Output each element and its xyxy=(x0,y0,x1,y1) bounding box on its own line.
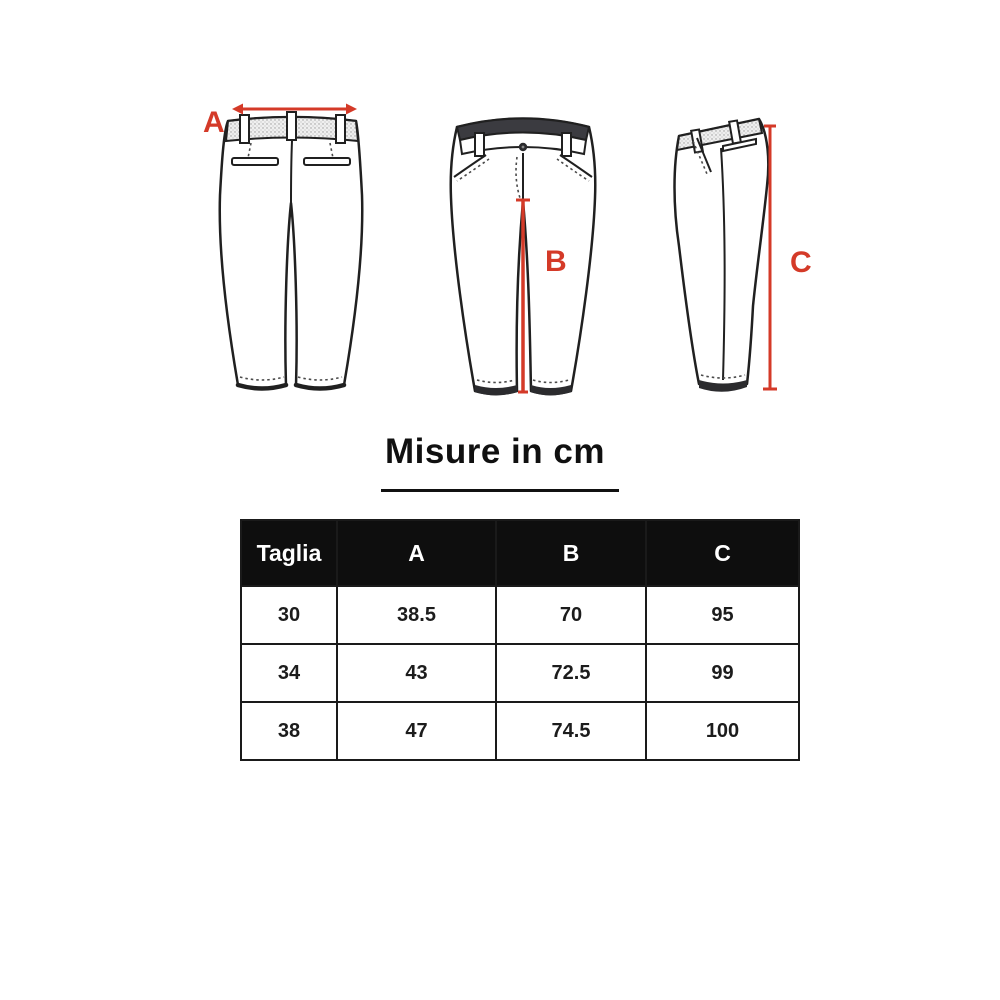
belt-loop xyxy=(562,133,571,156)
pants-front-view-diagram xyxy=(443,103,603,413)
pants-side-view-diagram xyxy=(663,106,828,401)
belt-loop xyxy=(475,133,484,156)
size-row-30 xyxy=(241,586,799,644)
size-value: 38 xyxy=(241,702,337,760)
measure-label-c: C xyxy=(790,246,812,279)
measure-b-value: 72.5 xyxy=(496,644,646,702)
measure-label-b: B xyxy=(545,245,567,278)
size-value: 30 xyxy=(241,586,337,644)
measure-a-value: 38.5 xyxy=(337,586,496,644)
header-a: A xyxy=(337,520,496,586)
page-title: Misure in cm xyxy=(385,432,605,471)
measure-c-value: 99 xyxy=(646,644,799,702)
belt-loop xyxy=(336,115,345,143)
size-table xyxy=(240,519,800,761)
size-row-38 xyxy=(241,702,799,760)
title-underline xyxy=(381,489,619,492)
measure-label-a: A xyxy=(203,106,225,139)
pants-side-view-drawing xyxy=(663,106,828,401)
measure-c-value: 95 xyxy=(646,586,799,644)
header-b: B xyxy=(496,520,646,586)
measure-b-value: 74.5 xyxy=(496,702,646,760)
pants-back-view-diagram xyxy=(198,95,373,415)
measure-b-value: 70 xyxy=(496,586,646,644)
pants-back-view-drawing xyxy=(198,95,373,415)
back-pocket xyxy=(232,158,278,165)
size-table-header-row xyxy=(241,520,799,586)
header-c: C xyxy=(646,520,799,586)
belt-loop xyxy=(240,115,249,143)
measure-c-value: 100 xyxy=(646,702,799,760)
pants-front-view-drawing xyxy=(443,103,603,413)
size-value: 34 xyxy=(241,644,337,702)
measure-a-value: 43 xyxy=(337,644,496,702)
size-row-34 xyxy=(241,644,799,702)
measure-a-value: 47 xyxy=(337,702,496,760)
back-pocket xyxy=(304,158,350,165)
belt-loop xyxy=(287,112,296,140)
header-taglia: Taglia xyxy=(241,520,337,586)
